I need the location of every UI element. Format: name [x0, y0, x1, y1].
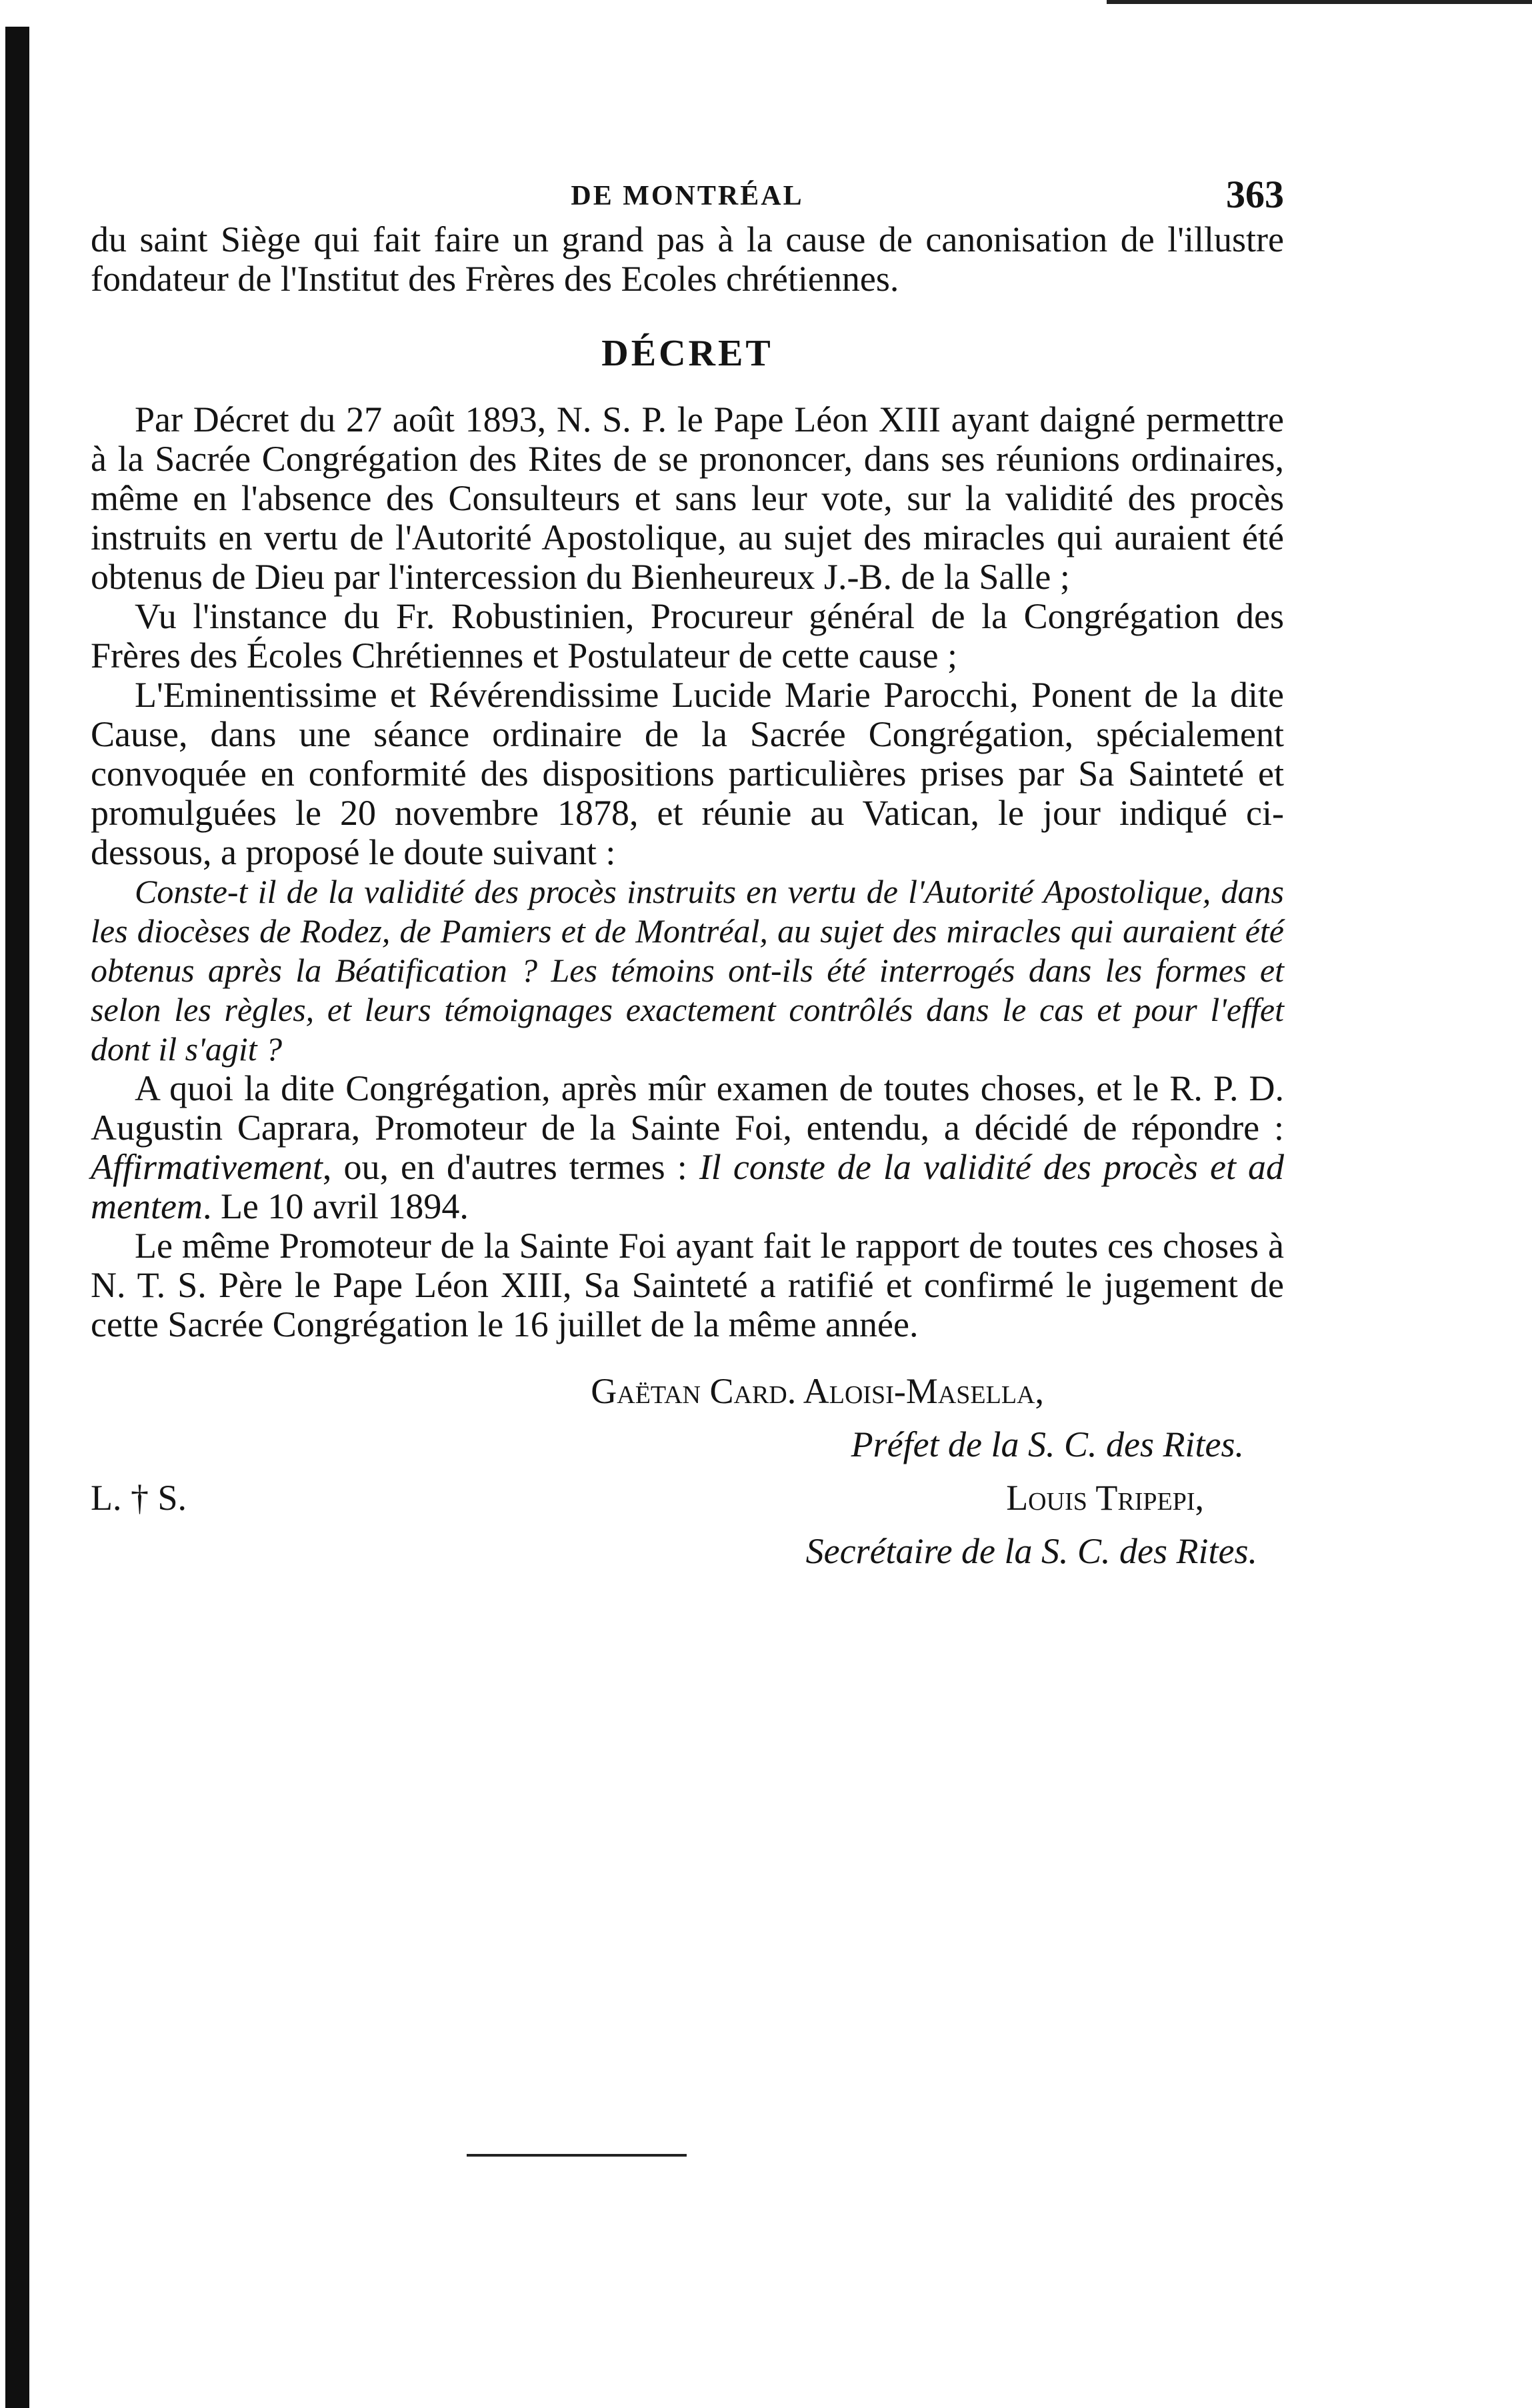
- paragraph-ponent: L'Eminentissime et Révérendissime Lucide Marie Parocchi, Ponent de la dite Cause, dans une séance ordinaire de la Sacrée Congrégation, spécialement convoquée en conformité des dispositions particulières prises par Sa Sainteté et promulguées le 20 novembre 1878, et réunie au Vatican, le jour indiqué ci-dessous, a proposé le doute suivant :: [91, 675, 1284, 872]
- page-number: 363: [1226, 173, 1284, 216]
- paragraph-instance: Vu l'instance du Fr. Robustinien, Procureur général de la Congrégation des Frères des Écoles Chrétiennes et Postulateur de cette cause ;: [91, 596, 1284, 676]
- top-edge-rule: [1107, 0, 1532, 4]
- end-rule: [467, 2154, 687, 2157]
- intro-paragraph: du saint Siège qui fait faire un grand pas à la cause de canonisation de l'illustre fondateur de l'Institut des Frères des Ecoles chrétiennes.: [91, 219, 1284, 299]
- paragraph-response: [91, 1069, 1284, 1226]
- book-spine-shadow: [5, 27, 29, 2408]
- prefect-title: Préfet de la S. C. des Rites.: [851, 1424, 1244, 1464]
- running-head: DE MONTRÉAL: [571, 181, 804, 211]
- decree-title: DÉCRET: [601, 333, 773, 374]
- seal-mark: L. † S.: [91, 1478, 187, 1518]
- secretary-name: Louis Tripepi,: [1006, 1478, 1204, 1518]
- response-text-c: , ou, en d'autres termes :: [322, 1147, 699, 1187]
- response-affirmative: Affirmativement: [91, 1147, 323, 1187]
- secretary-title: Secrétaire de la S. C. des Rites.: [805, 1531, 1257, 1571]
- paragraph-ratification: Le même Promoteur de la Sainte Foi ayant fait le rapport de toutes ces choses à N. T. S. Père le Pape Léon XIII, Sa Sainteté a ratifié et confirmé le jugement de cette Sacrée Congrégation le 16 juillet de la même année.: [91, 1226, 1284, 1344]
- seal-row: [91, 1471, 1284, 1524]
- response-formula: Il conste de la validité des procès et ad mentem: [91, 1147, 1284, 1226]
- paragraph-question: Conste-t il de la validité des procès instruits en vertu de l'Autorité Apostolique, dans les diocèses de Rodez, de Pamiers et de Montréal, au sujet des miracles qui auraient été obtenus après la Béatification ? Les témoins ont-ils été interrogés dans les formes et selon les règles, et leurs témoignages exactement contrôlés dans le cas et pour l'effet dont il s'agit ?: [91, 873, 1284, 1068]
- signature-block: [91, 1364, 1284, 1578]
- page-content: [91, 167, 1284, 1578]
- response-date: . Le 10 avril 1894.: [202, 1186, 469, 1226]
- page-header: [91, 167, 1284, 220]
- prefect-name: Gaëtan Card. Aloisi-Masella,: [591, 1371, 1044, 1411]
- paragraph-decree: Par Décret du 27 août 1893, N. S. P. le Pape Léon XIII ayant daigné permettre à la Sacrée Congrégation des Rites de se prononcer, dans ses réunions ordinaires, même en l'absence des Consulteurs et sans leur vote, sur la validité des procès instruits en vertu de l'Autorité Apostolique, au sujet des miracles qui auraient été obtenus de Dieu par l'intercession du Bienheureux J.-B. de la Salle ;: [91, 399, 1284, 597]
- response-text-a: A quoi la dite Congrégation, après mûr examen de toutes choses, et le R. P. D. Augustin Caprara, Promoteur de la Sainte Foi, entendu, a décidé de répondre :: [91, 1068, 1284, 1148]
